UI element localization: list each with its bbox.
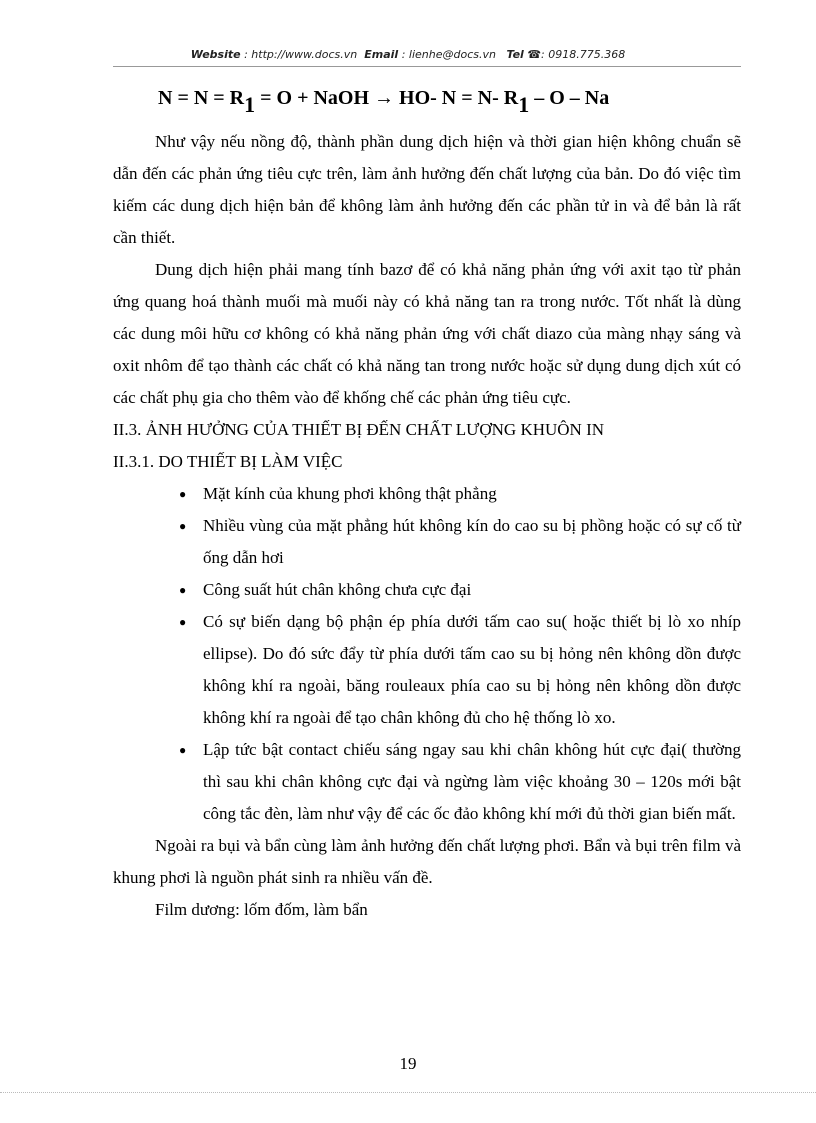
bullet-icon: ● (179, 615, 187, 629)
formula-subscript-2: 1 (518, 92, 530, 117)
page-number: 19 (399, 1054, 417, 1073)
bullet-icon: ● (179, 743, 187, 757)
footer-divider (0, 1092, 816, 1093)
phone-icon: ☎ (527, 48, 542, 61)
list-item (113, 606, 741, 734)
formula-subscript-1: 1 (244, 92, 256, 117)
list-item (113, 478, 741, 510)
paragraph-4: Film dương: lốm đốm, làm bẩn (155, 900, 368, 919)
list-item-text: Lập tức bật contact chiếu sáng ngay sau khi chân không hút cực đại( thường thì sau khi chân không cực đại và ngừng làm việc khoảng 30 – 120s mới bật công tắc đèn, làm như vậy để các ốc đảo không khí mới đủ thời gian biến mất. (203, 740, 741, 823)
list-item-text: Nhiều vùng của mặt phẳng hút không kín do cao su bị phồng hoặc có sự cố từ ống dẫn hơi (203, 516, 741, 567)
page-header (0, 48, 816, 61)
bullet-list (113, 478, 741, 830)
bullet-icon: ● (179, 519, 187, 533)
section-heading-II-3-1: II.3.1. DO THIẾT BỊ LÀM VIỆC (113, 452, 343, 471)
chemical-formula (158, 84, 610, 117)
paragraph-1: Như vậy nếu nồng độ, thành phần dung dịch hiện và thời gian hiện không chuẩn sẽ dẫn đến các phản ứng tiêu cực trên, làm ảnh hưởng đến chất lượng của bản. Do đó việc tìm kiếm các dung dịch hiện bản để không làm ảnh hưởng đến các phần tử in và để bản là rất cần thiết. (113, 132, 741, 247)
list-item-text: Có sự biến dạng bộ phận ép phía dưới tấm cao su( hoặc thiết bị lò xo nhíp ellipse). Do đó sức đẩy từ phía dưới tấm cao su bị hỏng nên không dồn được không khí ra ngoài, băng rouleaux phía cao su bị hỏng nên không dồn được không khí ra ngoài để tạo chân không đủ cho hệ thống lò xo. (203, 612, 741, 727)
list-item (113, 734, 741, 830)
bullet-icon: ● (179, 487, 187, 501)
tel-label: Tel (506, 48, 524, 61)
list-item-text: Công suất hút chân không chưa cực đại (203, 580, 472, 599)
list-item (113, 574, 741, 606)
website-value: : http://www.docs.vn (244, 48, 358, 61)
header-divider (113, 66, 741, 67)
formula-part-2: = O + NaOH → HO- N = N- R (255, 87, 519, 109)
email-value: : lienhe@docs.vn (401, 48, 496, 61)
website-label: Website (190, 48, 241, 61)
list-item (113, 510, 741, 574)
email-label: Email (364, 48, 399, 61)
formula-part-3: – O – Na (529, 87, 610, 109)
section-heading-II-3: II.3. ẢNH HƯỞNG CỦA THIẾT BỊ ĐẾN CHẤT LƯỢNG KHUÔN IN (113, 420, 605, 439)
paragraph-2: Dung dịch hiện phải mang tính bazơ để có khả năng phản ứng với axit tạo từ phản ứng quang hoá thành muối mà muối này có khả năng tan ra trong nước. Tốt nhất là dùng các dung môi hữu cơ không có khả năng phản ứng với chất diazo của màng nhạy sáng và oxit nhôm để tạo thành các chất có khả năng tan trong nước hoặc sử dụng dung dịch xút có các chất phụ gia cho thêm vào để khống chế các phản ứng tiêu cực. (113, 260, 741, 407)
page-body (113, 126, 741, 926)
tel-value: : 0918.775.368 (541, 48, 626, 61)
list-item-text: Mặt kính của khung phơi không thật phẳng (203, 484, 497, 503)
bullet-icon: ● (179, 583, 187, 597)
paragraph-3: Ngoài ra bụi và bẩn cùng làm ảnh hưởng đến chất lượng phơi. Bẩn và bụi trên film và khung phơi là nguồn phát sinh ra nhiều vấn đề. (113, 836, 741, 887)
formula-part-1: N = N = R (158, 87, 245, 109)
